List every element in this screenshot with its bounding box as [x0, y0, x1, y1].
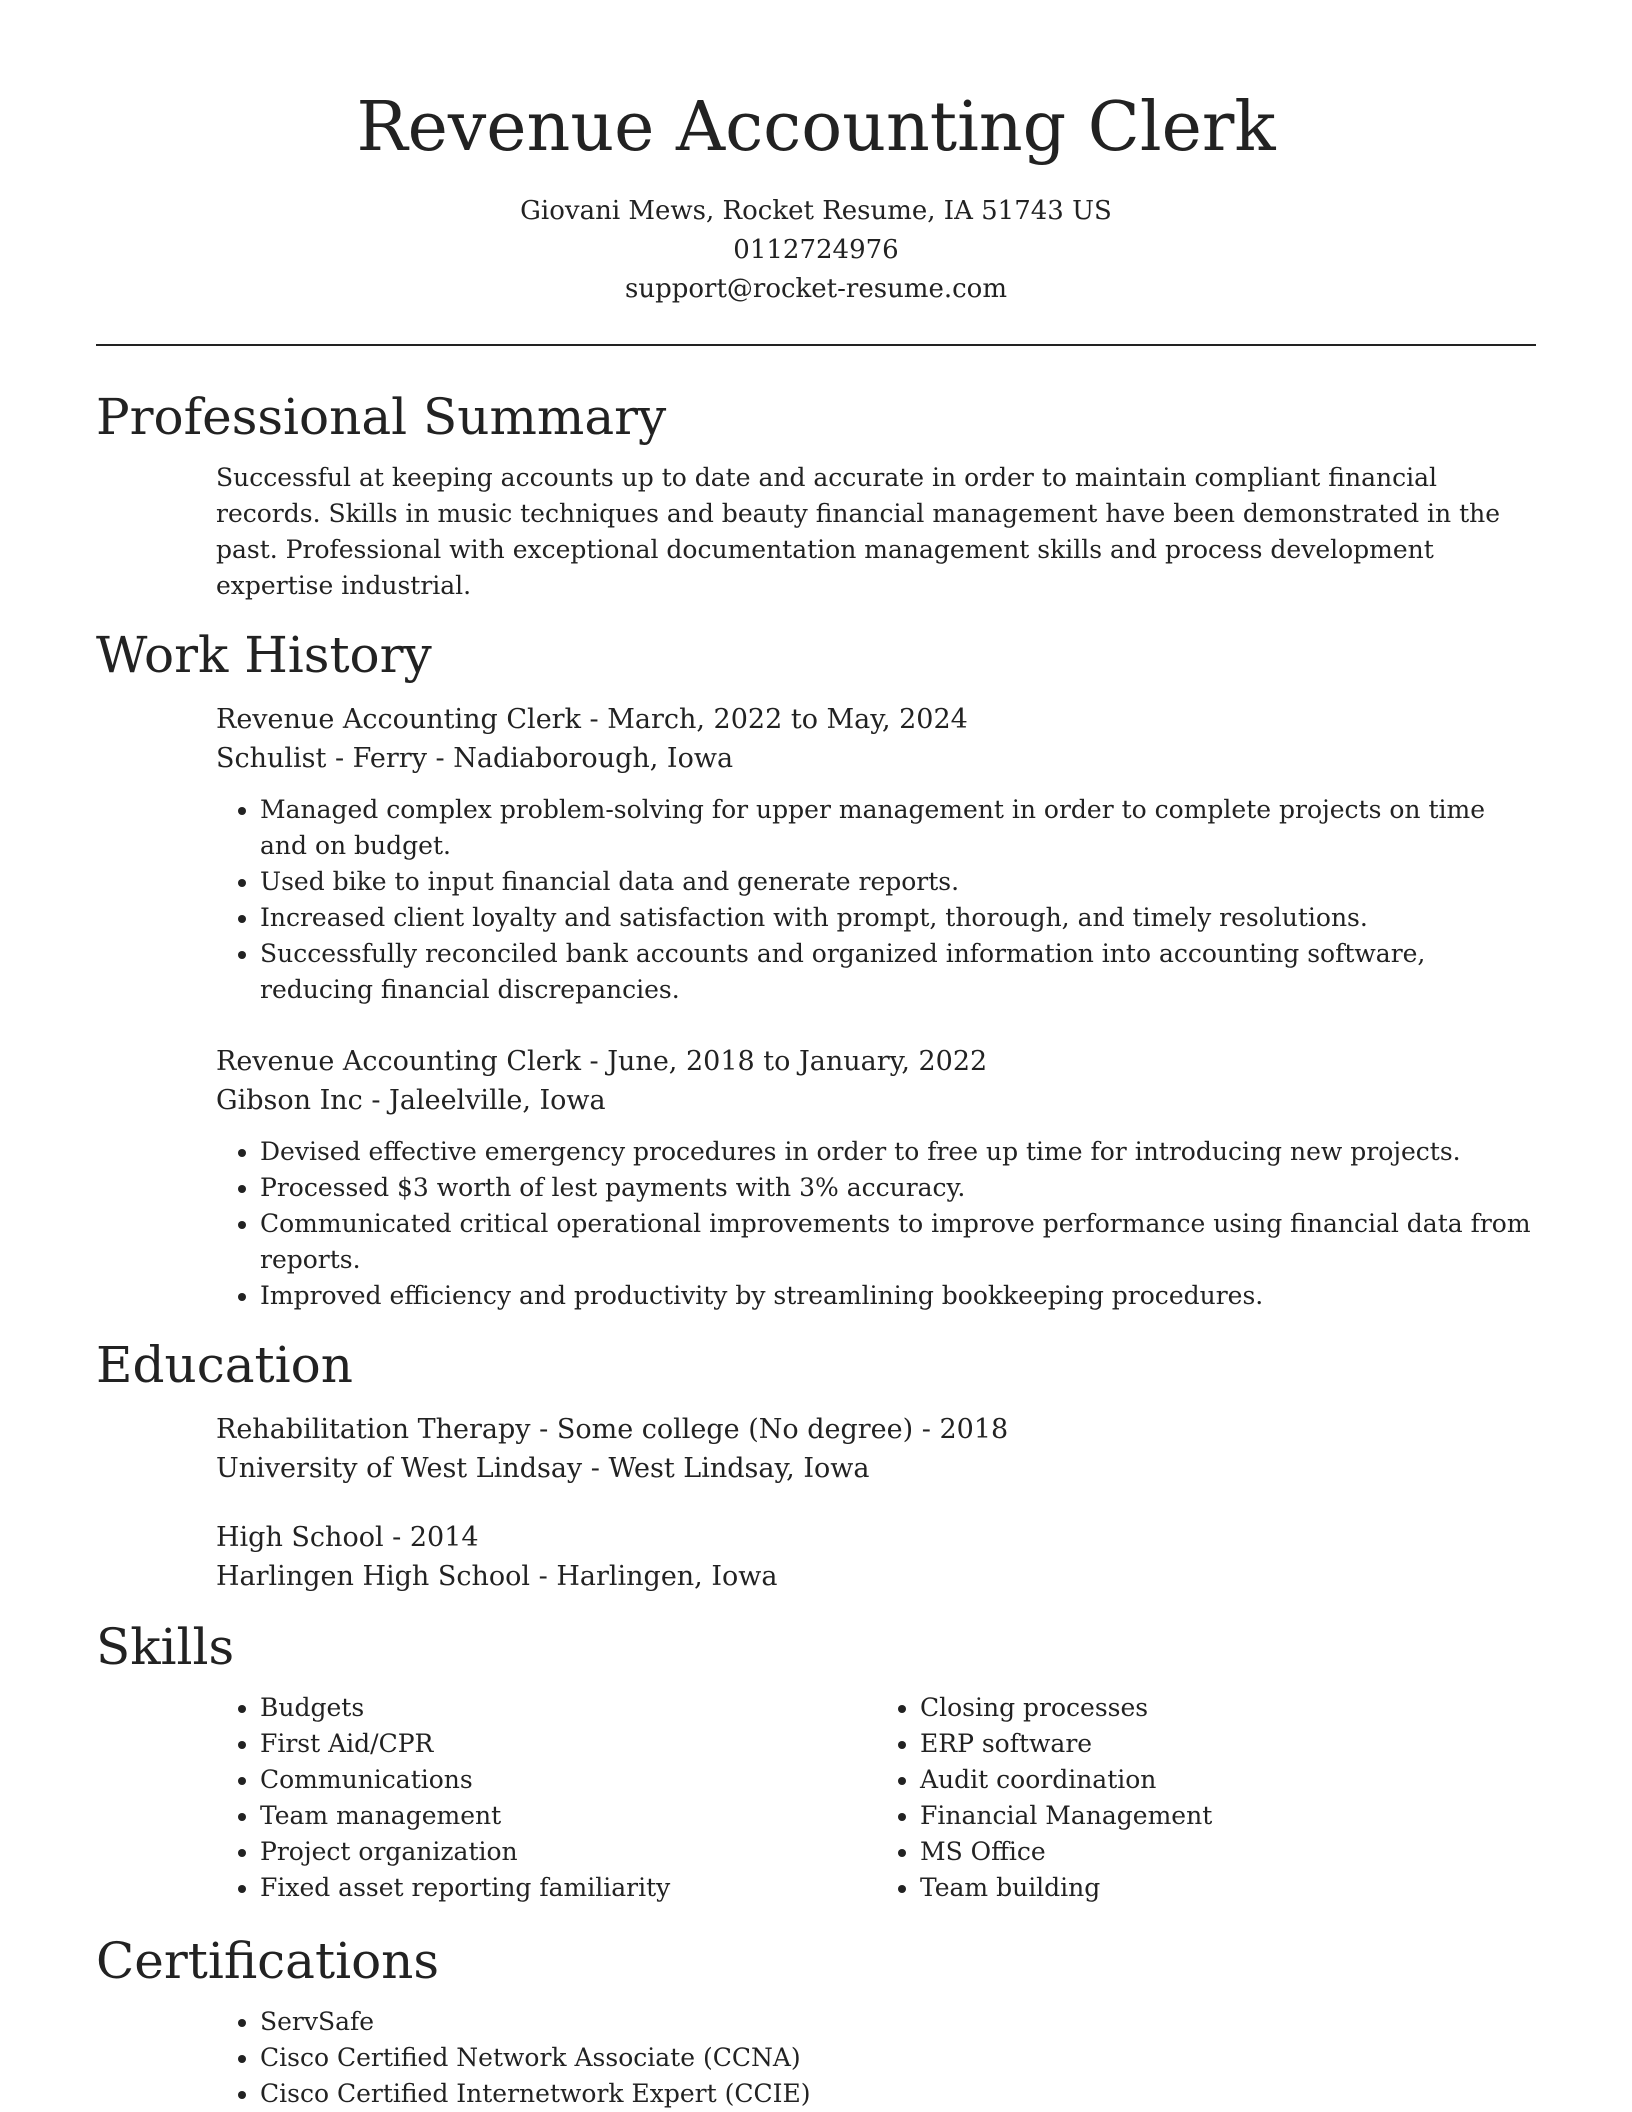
education-degree: Rehabilitation Therapy - Some college (No degree) - 2018 — [216, 1414, 1009, 1445]
job-entry — [216, 700, 1536, 1008]
section-title-skills: Skills — [96, 1618, 235, 1676]
contact-address: Giovani Mews, Rocket Resume, IA 51743 US — [520, 196, 1112, 226]
education-section — [96, 1332, 1536, 1596]
education-entry — [216, 1518, 1536, 1596]
job-bullet: • Increased client loyalty and satisfaction with prompt, thorough, and timely resolutions. — [260, 900, 1536, 936]
job-bullets — [216, 1134, 1536, 1314]
skill-item: • Team management — [260, 1798, 876, 1834]
job-bullet: • Improved efficiency and productivity by streamlining bookkeeping procedures. — [260, 1278, 1536, 1314]
education-entry — [216, 1410, 1536, 1488]
education-school: University of West Lindsay - West Lindsay, Iowa — [216, 1453, 870, 1484]
skill-item: • Budgets — [260, 1690, 876, 1726]
job-entry — [216, 1042, 1536, 1314]
skill-item: • ERP software — [920, 1726, 1536, 1762]
section-title-certifications: Certifications — [96, 1932, 440, 1990]
skills-list-left — [216, 1690, 876, 1906]
contact-block — [0, 192, 1632, 309]
job-bullet: • Communicated critical operational improvements to improve performance using financial data from reports. — [260, 1206, 1536, 1278]
skill-item: • Closing processes — [920, 1690, 1536, 1726]
skill-item: • Financial Management — [920, 1798, 1536, 1834]
certification-item: • Cisco Certified Network Associate (CCNA) — [260, 2040, 1536, 2076]
skill-item: • Fixed asset reporting familiarity — [260, 1870, 876, 1906]
job-bullets — [216, 792, 1536, 1008]
skills-section — [96, 1614, 1536, 1906]
header-divider — [96, 344, 1536, 346]
job-title-dates: Revenue Accounting Clerk - March, 2022 to May, 2024 — [216, 704, 968, 735]
job-bullet: • Used bike to input financial data and generate reports. — [260, 864, 1536, 900]
resume-header — [0, 0, 1632, 309]
section-title-work-history: Work History — [96, 626, 432, 684]
education-school: Harlingen High School - Harlingen, Iowa — [216, 1561, 778, 1592]
job-employer: Gibson Inc - Jaleelville, Iowa — [216, 1085, 606, 1116]
skill-item: • Communications — [260, 1762, 876, 1798]
skill-item: • Audit coordination — [920, 1762, 1536, 1798]
certifications-section — [96, 1928, 1536, 2112]
certifications-list — [216, 2004, 1536, 2112]
job-bullet: • Managed complex problem-solving for upper management in order to complete projects on time and on budget. — [260, 792, 1536, 864]
skill-item: • Project organization — [260, 1834, 876, 1870]
skill-item: • MS Office — [920, 1834, 1536, 1870]
skill-item: • Team building — [920, 1870, 1536, 1906]
contact-email: support@rocket-resume.com — [624, 274, 1007, 304]
skill-item: • First Aid/CPR — [260, 1726, 876, 1762]
summary-text: Successful at keeping accounts up to date and accurate in order to maintain compliant financial records. Skills in music techniques and beauty financial management have been demonstrated in the past. Professional with exceptional documentation management skills and process development expertise industrial. — [216, 463, 1501, 600]
certifications-block — [216, 2004, 1536, 2112]
job-employer: Schulist - Ferry - Nadiaborough, Iowa — [216, 743, 734, 774]
resume-title: Revenue Accounting Clerk — [356, 88, 1276, 167]
certification-item: • ServSafe — [260, 2004, 1536, 2040]
section-title-education: Education — [96, 1336, 353, 1394]
job-bullet: • Processed $3 worth of lest payments with 3% accuracy. — [260, 1170, 1536, 1206]
contact-phone: 0112724976 — [733, 235, 899, 265]
work-history-section — [96, 622, 1536, 1314]
job-title-dates: Revenue Accounting Clerk - June, 2018 to January, 2022 — [216, 1046, 988, 1077]
job-bullet: • Devised effective emergency procedures in order to free up time for introducing new projects. — [260, 1134, 1536, 1170]
job-bullet: • Successfully reconciled bank accounts and organized information into accounting software, reducing financial discrepancies. — [260, 936, 1536, 1008]
section-title-summary: Professional Summary — [96, 388, 667, 446]
summary-section — [96, 384, 1536, 604]
certification-item: • Cisco Certified Internetwork Expert (CCIE) — [260, 2076, 1536, 2112]
skills-list-right — [876, 1690, 1536, 1906]
skills-columns — [216, 1690, 1536, 1906]
education-degree: High School - 2014 — [216, 1522, 479, 1553]
